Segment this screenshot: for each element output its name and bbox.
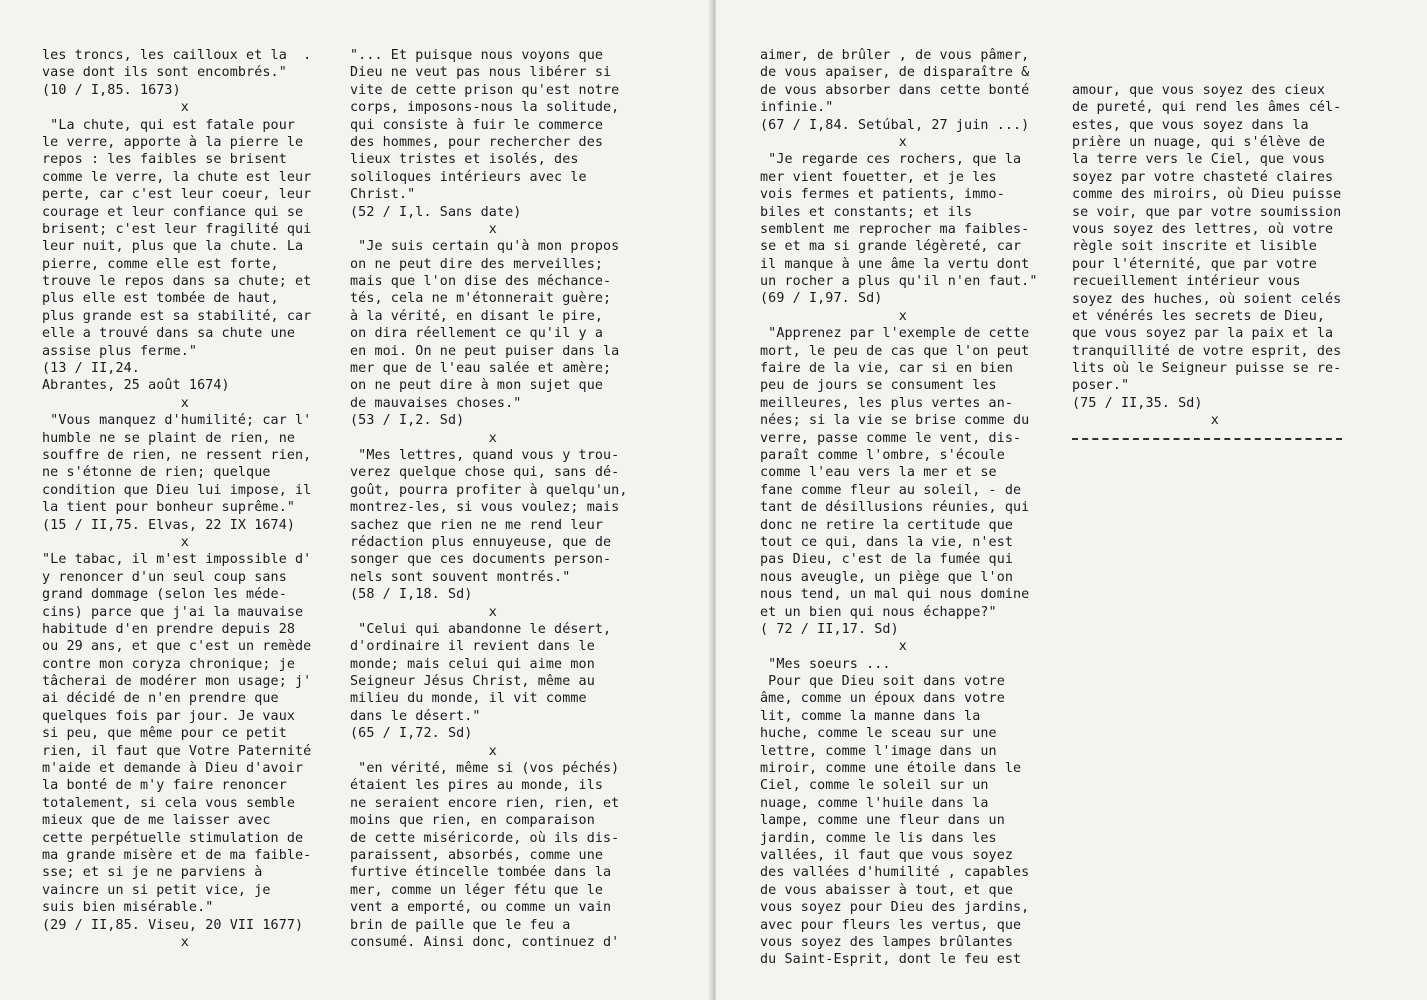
text-line: se et ma si grande légèreté, car bbox=[760, 239, 1022, 255]
text-line: quelques fois par jour. Je vaux bbox=[42, 708, 296, 724]
text-line: x bbox=[1072, 413, 1219, 429]
text-line: x bbox=[760, 308, 907, 324]
text-line: trouve le repos dans sa chute; et bbox=[42, 274, 312, 290]
text-line: soliloques intérieurs avec le bbox=[350, 169, 587, 185]
text-line: milieu du monde, il vit comme bbox=[350, 691, 587, 707]
text-line: aimer, de brûler , de vous pâmer, bbox=[760, 48, 1030, 63]
text-line: âme, comme un époux dans votre bbox=[760, 691, 1005, 707]
text-line: x bbox=[350, 430, 497, 446]
text-line: mer vient fouetter, et je les bbox=[760, 169, 997, 185]
text-line: verez quelque chose qui, sans dé- bbox=[350, 465, 620, 481]
text-line: perte, car c'est leur coeur, leur bbox=[42, 187, 312, 203]
text-line: dans le désert." bbox=[350, 708, 481, 724]
text-line: de pureté, qui rend les âmes cél- bbox=[1072, 100, 1342, 116]
text-line: du Saint-Esprit, dont le feu est bbox=[760, 952, 1022, 968]
text-line: condition que Dieu lui impose, il bbox=[42, 482, 312, 498]
text-line: Ciel, comme le soleil sur un bbox=[760, 778, 989, 794]
text-line: mer que de l'eau salée et amère; bbox=[350, 361, 612, 377]
text-line: la terre vers le Ciel, que vous bbox=[1072, 152, 1326, 168]
text-line: goût, pourra profiter à quelqu'un, bbox=[350, 482, 628, 498]
text-line: qui consiste à fuir le commerce bbox=[350, 117, 604, 133]
text-line: y renoncer d'un seul coup sans bbox=[42, 569, 287, 585]
text-line: tés, cela ne m'étonnerait guère; bbox=[350, 291, 612, 307]
left-column-1 bbox=[42, 47, 311, 951]
text-line: "Mes lettres, quand vous y trou- bbox=[350, 447, 620, 463]
text-line: totalement, si cela vous semble bbox=[42, 795, 296, 811]
right-column-1 bbox=[760, 47, 1038, 969]
text-line: x bbox=[760, 134, 907, 150]
text-line: les troncs, les cailloux et la . bbox=[42, 48, 312, 63]
text-line: comme le verre, la chute est leur bbox=[42, 169, 312, 185]
text-line: soyez par votre chasteté claires bbox=[1072, 169, 1334, 185]
text-line: lampe, comme une fleur dans un bbox=[760, 813, 1005, 829]
text-line: pour l'éternité, que par votre bbox=[1072, 256, 1317, 272]
text-line: nels sont souvent montrés." bbox=[350, 569, 571, 585]
text-line: suis bien misérable." bbox=[42, 900, 214, 916]
text-line: on ne peut dire des merveilles; bbox=[350, 256, 604, 272]
text-line: "Apprenez par l'exemple de cette bbox=[760, 326, 1030, 342]
text-line: Abrantes, 25 août 1674) bbox=[42, 378, 230, 394]
text-line: miroir, comme une étoile dans le bbox=[760, 761, 1022, 777]
text-line: contre mon coryza chronique; je bbox=[42, 656, 296, 672]
text-line: donc ne retire la certitude que bbox=[760, 517, 1014, 533]
text-line: jardin, comme le lis dans les bbox=[760, 830, 997, 846]
text-line: à la vérité, en disant le pire, bbox=[350, 308, 604, 324]
text-line: (52 / I,l. Sans date) bbox=[350, 204, 522, 220]
text-line: m'aide et demande à Dieu d'avoir bbox=[42, 761, 304, 777]
text-line: des hommes, pour rechercher des bbox=[350, 134, 604, 150]
text-line: x bbox=[350, 221, 497, 237]
text-line: un rocher a plus qu'il n'en faut." bbox=[760, 274, 1038, 290]
text-line: huche, comme le sceau sur une bbox=[760, 726, 997, 742]
text-line: (65 / I,72. Sd) bbox=[350, 726, 473, 742]
text-line: et vénérés les secrets de Dieu, bbox=[1072, 308, 1326, 324]
text-line: mieux que de me laisser avec bbox=[42, 813, 271, 829]
text-line: semblent me reprocher ma faibles- bbox=[760, 221, 1030, 237]
text-line: de mauvaises choses." bbox=[350, 395, 522, 411]
text-line: lits où le Seigneur puisse se re- bbox=[1072, 361, 1342, 377]
text-line: paraît comme l'ombre, s'écoule bbox=[760, 447, 1005, 463]
text-line: d'ordinaire il revient dans le bbox=[350, 639, 595, 655]
text-line: règle soit inscrite et lisible bbox=[1072, 239, 1317, 255]
text-line: recueillement intérieur vous bbox=[1072, 274, 1301, 290]
text-line: faire de la vie, car si en bien bbox=[760, 361, 1014, 377]
text-line: vite de cette prison qu'est notre bbox=[350, 82, 620, 98]
text-line: amour, que vous soyez des cieux bbox=[1072, 82, 1326, 98]
text-line: comme des miroirs, où Dieu puisse bbox=[1072, 187, 1342, 203]
text-line: monde; mais celui qui aime mon bbox=[350, 656, 595, 672]
left-column-2 bbox=[350, 47, 628, 951]
text-line: montrez-les, si vous voulez; mais bbox=[350, 500, 620, 516]
text-line: prière un nuage, qui s'élève de bbox=[1072, 134, 1326, 150]
text-line: ne seraient encore rien, rien, et bbox=[350, 795, 620, 811]
text-line: (58 / I,18. Sd) bbox=[350, 587, 473, 603]
text-line: ( 72 / II,17. Sd) bbox=[760, 621, 899, 637]
text-line: de vous absorber dans cette bonté bbox=[760, 82, 1030, 98]
text-line: x bbox=[760, 639, 907, 655]
text-line: courage et leur confiance qui se bbox=[42, 204, 304, 220]
text-line: furtive étincelle tombée dans la bbox=[350, 865, 612, 881]
text-line: rédaction plus ennuyeuse, que de bbox=[350, 534, 612, 550]
text-line: repos : les faibles se brisent bbox=[42, 152, 287, 168]
text-line: verre, passe comme le vent, dis- bbox=[760, 430, 1022, 446]
text-line: en moi. On ne peut puiser dans la bbox=[350, 343, 620, 359]
text-line: mais que l'on dise des méchance- bbox=[350, 274, 612, 290]
text-line: (15 / II,75. Elvas, 22 IX 1674) bbox=[42, 517, 296, 533]
text-line: pas Dieu, c'est de la fumée qui bbox=[760, 552, 1014, 568]
text-line: poser." bbox=[1072, 378, 1130, 394]
text-line: humble ne se plaint de rien, ne bbox=[42, 430, 296, 446]
text-line: sachez que rien ne me rend leur bbox=[350, 517, 604, 533]
text-line: meilleures, les plus vertes an- bbox=[760, 395, 1014, 411]
text-line: comme l'eau vers la mer et se bbox=[760, 465, 997, 481]
text-line: des vallées d'humilité , capables bbox=[760, 865, 1030, 881]
text-line: elle a trouvé dans sa chute une bbox=[42, 326, 296, 342]
text-line: "Celui qui abandonne le désert, bbox=[350, 621, 612, 637]
text-line: de cette miséricorde, où ils dis- bbox=[350, 830, 620, 846]
text-line: soyez des huches, où soient celés bbox=[1072, 291, 1342, 307]
text-line: peu de jours se consument les bbox=[760, 378, 997, 394]
text-line: nées; si la vie se brise comme du bbox=[760, 413, 1030, 429]
text-line: le verre, apporte à la pierre le bbox=[42, 134, 304, 150]
text-line: lit, comme la manne dans la bbox=[760, 708, 981, 724]
text-line: étaient les pires au monde, ils bbox=[350, 778, 604, 794]
text-line: nuage, comme l'huile dans la bbox=[760, 795, 989, 811]
text-line: mer, comme un léger fétu que le bbox=[350, 882, 604, 898]
text-line: (53 / I,2. Sd) bbox=[350, 413, 465, 429]
end-rule bbox=[1072, 438, 1342, 440]
text-line: (67 / I,84. Setúbal, 27 juin ...) bbox=[760, 117, 1030, 133]
text-line: plus grande est sa stabilité, car bbox=[42, 308, 312, 324]
text-line: estes, que vous soyez dans la bbox=[1072, 117, 1309, 133]
text-line: "Mes soeurs ... bbox=[760, 656, 891, 672]
text-line: Seigneur Jésus Christ, même au bbox=[350, 674, 595, 690]
text-line: avec pour fleurs les vertus, que bbox=[760, 917, 1022, 933]
text-line: habitude d'en prendre depuis 28 bbox=[42, 621, 296, 637]
text-line: cins) parce que j'ai la mauvaise bbox=[42, 604, 304, 620]
text-line: tâcherai de modérer mon usage; j' bbox=[42, 674, 312, 690]
text-line: moins que rien, en comparaison bbox=[350, 813, 595, 829]
text-line: grand dommage (selon les méde- bbox=[42, 587, 287, 603]
text-line: de vous abaisser à tout, et que bbox=[760, 882, 1014, 898]
right-column-2 bbox=[1072, 47, 1342, 440]
text-line: (10 / I,85. 1673) bbox=[42, 82, 181, 98]
text-line: on ne peut dire à mon sujet que bbox=[350, 378, 604, 394]
text-line: souffre de rien, ne ressent rien, bbox=[42, 447, 312, 463]
text-line: leur nuit, plus que la chute. La bbox=[42, 239, 304, 255]
text-line: assise plus ferme." bbox=[42, 343, 198, 359]
text-line: nous aveugle, un piège que l'on bbox=[760, 569, 1014, 585]
text-line: "... Et puisque nous voyons que bbox=[350, 48, 604, 63]
text-line: la bonté de m'y faire renoncer bbox=[42, 778, 287, 794]
left-page bbox=[0, 0, 712, 1000]
text-line: si peu, que même pour ce petit bbox=[42, 726, 287, 742]
text-line: et un bien qui nous échappe?" bbox=[760, 604, 997, 620]
text-line: que vous soyez par la paix et la bbox=[1072, 326, 1334, 342]
text-line: plus elle est tombée de haut, bbox=[42, 291, 279, 307]
text-line: "Je suis certain qu'à mon propos bbox=[350, 239, 620, 255]
text-line: rien, il faut que Votre Paternité bbox=[42, 743, 312, 759]
text-line: "La chute, qui est fatale pour bbox=[42, 117, 296, 133]
text-line: vase dont ils sont encombrés." bbox=[42, 65, 287, 81]
text-line: pierre, comme elle est forte, bbox=[42, 256, 279, 272]
text-line: x bbox=[42, 100, 189, 116]
text-line: tant de désillusions réunies, qui bbox=[760, 500, 1030, 516]
text-line: corps, imposons-nous la solitude, bbox=[350, 100, 620, 116]
text-line: brisent; c'est leur fragilité qui bbox=[42, 221, 312, 237]
text-line: la tient pour bonheur suprême." bbox=[42, 500, 296, 516]
text-line: tranquillité de votre esprit, des bbox=[1072, 343, 1342, 359]
text-line: ou 29 ans, et que c'est un remède bbox=[42, 639, 312, 655]
text-line: sse; et si je ne parviens à bbox=[42, 865, 263, 881]
text-line: vent a emporté, ou comme un vain bbox=[350, 900, 612, 916]
text-line: lettre, comme l'image dans un bbox=[760, 743, 997, 759]
text-line: x bbox=[42, 395, 189, 411]
text-line: vous soyez des lampes brûlantes bbox=[760, 934, 1014, 950]
text-line: x bbox=[42, 934, 189, 950]
text-line: (69 / I,97. Sd) bbox=[760, 291, 883, 307]
text-line: x bbox=[350, 604, 497, 620]
text-line: se voir, que par votre soumission bbox=[1072, 204, 1342, 220]
text-line: on dira réellement ce qu'il y a bbox=[350, 326, 604, 342]
text-line: vaincre un si petit vice, je bbox=[42, 882, 271, 898]
text-line: Christ." bbox=[350, 187, 416, 203]
text-line: Dieu ne veut pas nous libérer si bbox=[350, 65, 612, 81]
text-line: (75 / II,35. Sd) bbox=[1072, 395, 1203, 411]
text-line: ma grande misère et de ma faible- bbox=[42, 847, 312, 863]
text-line: mort, le peu de cas que l'on peut bbox=[760, 343, 1030, 359]
text-line: songer que ces documents person- bbox=[350, 552, 612, 568]
text-line: nous tend, un mal qui nous domine bbox=[760, 587, 1030, 603]
text-line: vous soyez des lettres, où votre bbox=[1072, 221, 1334, 237]
text-line: cette perpétuelle stimulation de bbox=[42, 830, 304, 846]
text-line: ne s'étonne de rien; quelque bbox=[42, 465, 271, 481]
text-line: tout ce qui, dans la vie, n'est bbox=[760, 534, 1014, 550]
text-line: biles et constants; et ils bbox=[760, 204, 973, 220]
text-line: vous soyez pour Dieu des jardins, bbox=[760, 900, 1030, 916]
text-line: brin de paille que le feu a bbox=[350, 917, 571, 933]
text-line: consumé. Ainsi donc, continuez d' bbox=[350, 934, 620, 950]
text-line: "Je regarde ces rochers, que la bbox=[760, 152, 1022, 168]
text-line: Pour que Dieu soit dans votre bbox=[760, 674, 1005, 690]
text-line: vois fermes et patients, immo- bbox=[760, 187, 1005, 203]
text-line: (29 / II,85. Viseu, 20 VII 1677) bbox=[42, 917, 304, 933]
text-line: lieux tristes et isolés, des bbox=[350, 152, 579, 168]
text-line: de vous apaiser, de disparaître & bbox=[760, 65, 1030, 81]
text-line: x bbox=[350, 743, 497, 759]
text-line: x bbox=[42, 534, 189, 550]
text-line: ai décidé de n'en prendre que bbox=[42, 691, 279, 707]
text-line: il manque à une âme la vertu dont bbox=[760, 256, 1030, 272]
text-line: paraissent, absorbés, comme une bbox=[350, 847, 604, 863]
text-line: (13 / II,24. bbox=[42, 361, 140, 377]
text-line: "Vous manquez d'humilité; car l' bbox=[42, 413, 312, 429]
text-line: vallées, il faut que vous soyez bbox=[760, 847, 1014, 863]
text-line: "en vérité, même si (vos péchés) bbox=[350, 761, 620, 777]
right-page bbox=[716, 0, 1427, 1000]
text-line: "Le tabac, il m'est impossible d' bbox=[42, 552, 312, 568]
text-line: infinie." bbox=[760, 100, 834, 116]
text-line: fane comme fleur au soleil, - de bbox=[760, 482, 1022, 498]
